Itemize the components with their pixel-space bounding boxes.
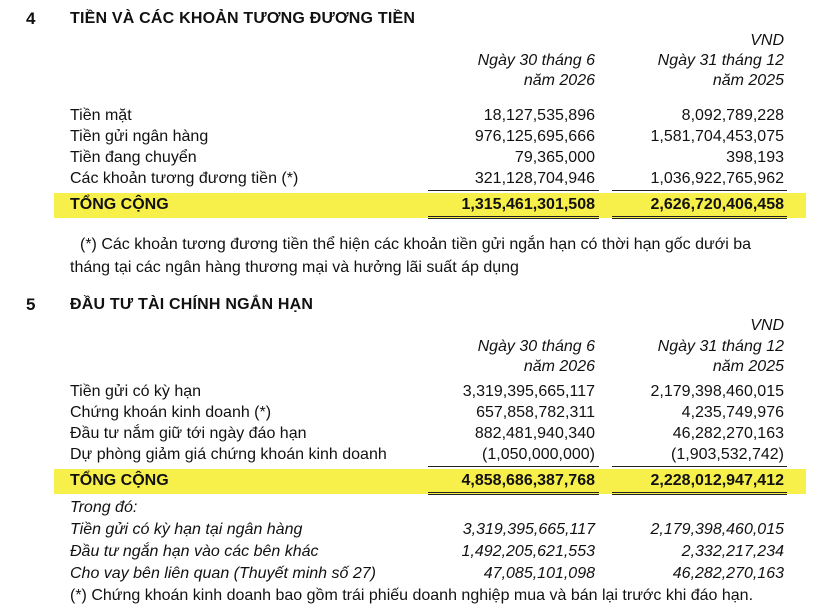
section-5-of-which-value-col2: 2,332,217,234 — [681, 543, 784, 560]
section-4-note-line1: (*) Các khoản tương đương tiền thể hiện các khoản tiền gửi ngắn hạn có thời hạn gốc dưới ba — [80, 236, 751, 253]
section-5-row-value-col1: 3,319,395,665,117 — [462, 383, 595, 400]
section-5-col2-header-line2: năm 2025 — [712, 358, 784, 375]
section-4-row-value-col2: 398,193 — [726, 149, 784, 166]
section-5-row-label: Tiền gửi có kỳ hạn — [70, 383, 202, 400]
section-4-currency: VND — [750, 32, 784, 49]
section-4-row-value-col1: 976,125,695,666 — [474, 128, 595, 145]
section-4-total-col2: 2,626,720,406,458 — [650, 196, 784, 213]
section-5-title: ĐẦU TƯ TÀI CHÍNH NGẮN HẠN — [70, 296, 314, 313]
section-5-row-label: Chứng khoán kinh doanh (*) — [70, 404, 272, 421]
section-5-of-which-value-col1: 1,492,205,621,553 — [461, 543, 595, 560]
section-5-row-label: Đầu tư nắm giữ tới ngày đáo hạn — [70, 425, 307, 442]
section-5-row-value-col1: 882,481,940,340 — [474, 425, 595, 442]
section-4-total-col1: 1,315,461,301,508 — [461, 196, 595, 213]
section-5-total-col2: 2,228,012,947,412 — [650, 472, 784, 489]
section-4-total-rule-col1 — [428, 216, 599, 217]
section-5-row-value-col1: (1,050,000,000) — [482, 446, 595, 463]
section-5-total-label: TỔNG CỘNG — [70, 472, 169, 489]
section-5-row-label: Dự phòng giảm giá chứng khoán kinh doanh — [70, 446, 387, 463]
section-4-col1-header-line1: Ngày 30 tháng 6 — [477, 52, 595, 69]
section-5-col2-header-line1: Ngày 31 tháng 12 — [657, 338, 784, 355]
section-5-total-rule-col2-double — [612, 494, 787, 495]
section-5-subtotal-rule-col2 — [612, 466, 787, 467]
section-5-total-rule-col1-double — [428, 494, 599, 495]
section-4-title: TIỀN VÀ CÁC KHOẢN TƯƠNG ĐƯƠNG TIỀN — [70, 10, 416, 27]
section-4-row-value-col2: 1,036,922,765,962 — [650, 170, 784, 187]
section-5-total-rule-col2 — [612, 492, 787, 493]
section-4-subtotal-rule-col2 — [612, 190, 787, 191]
section-5-of-which-value-col2: 46,282,270,163 — [672, 565, 784, 582]
section-5-col1-header-line2: năm 2026 — [523, 358, 595, 375]
section-5-note-line1: (*) Chứng khoán kinh doanh bao gồm trái phiếu doanh nghiệp mua và bán lại trước khi đáo hạn. — [70, 587, 754, 604]
section-4-number: 4 — [26, 9, 36, 28]
section-4-row-value-col1: 18,127,535,896 — [483, 107, 595, 124]
section-5-of-which-value-col1: 3,319,395,665,117 — [462, 521, 595, 538]
section-5-row-value-col2: 2,179,398,460,015 — [650, 383, 784, 400]
section-5-of-which-value-col2: 2,179,398,460,015 — [650, 521, 784, 538]
section-5-col1-header-line1: Ngày 30 tháng 6 — [477, 338, 595, 355]
section-5-row-value-col2: (1,903,532,742) — [671, 446, 784, 463]
section-4-total-rule-col2 — [612, 216, 787, 217]
section-4-row-label: Các khoản tương đương tiền (*) — [70, 170, 299, 187]
section-5-total-col1: 4,858,686,387,768 — [461, 472, 595, 489]
section-4-row-value-col2: 8,092,789,228 — [681, 107, 784, 124]
section-5-of-which-row-label: Tiền gửi có kỳ hạn tại ngân hàng — [70, 521, 303, 538]
section-4-total-rule-col2-double — [612, 218, 787, 219]
section-4-row-value-col2: 1,581,704,453,075 — [650, 128, 784, 145]
section-5-subtotal-rule-col1 — [428, 466, 599, 467]
section-5-total-rule-col1 — [428, 492, 599, 493]
section-5-of-which-row-label: Đầu tư ngắn hạn vào các bên khác — [70, 543, 319, 560]
section-4-row-value-col1: 79,365,000 — [514, 149, 595, 166]
section-5-of-which-row-label: Cho vay bên liên quan (Thuyết minh số 27) — [70, 565, 376, 582]
section-4-subtotal-rule-col1 — [428, 190, 599, 191]
section-5-row-value-col1: 657,858,782,311 — [476, 404, 595, 421]
section-5-currency: VND — [750, 317, 784, 334]
section-5-number: 5 — [26, 295, 36, 314]
section-4-row-label: Tiền mặt — [70, 107, 132, 124]
section-4-row-label: Tiền gửi ngân hàng — [70, 128, 209, 145]
section-4-col2-header-line2: năm 2025 — [712, 72, 784, 89]
section-4-total-rule-col1-double — [428, 218, 599, 219]
section-4-row-label: Tiền đang chuyển — [70, 149, 197, 166]
section-4-total-label: TỔNG CỘNG — [70, 196, 169, 213]
section-5-row-value-col2: 4,235,749,976 — [681, 404, 784, 421]
section-5-of-which-value-col1: 47,085,101,098 — [483, 565, 595, 582]
section-5-of-which-label: Trong đó: — [70, 499, 138, 516]
section-4-col1-header-line2: năm 2026 — [523, 72, 595, 89]
section-4-col2-header-line1: Ngày 31 tháng 12 — [657, 52, 784, 69]
section-4-row-value-col1: 321,128,704,946 — [474, 170, 595, 187]
section-4-note-line2: tháng tại các ngân hàng thương mại và hưởng lãi suất áp dụng — [70, 259, 519, 276]
section-5-row-value-col2: 46,282,270,163 — [672, 425, 784, 442]
